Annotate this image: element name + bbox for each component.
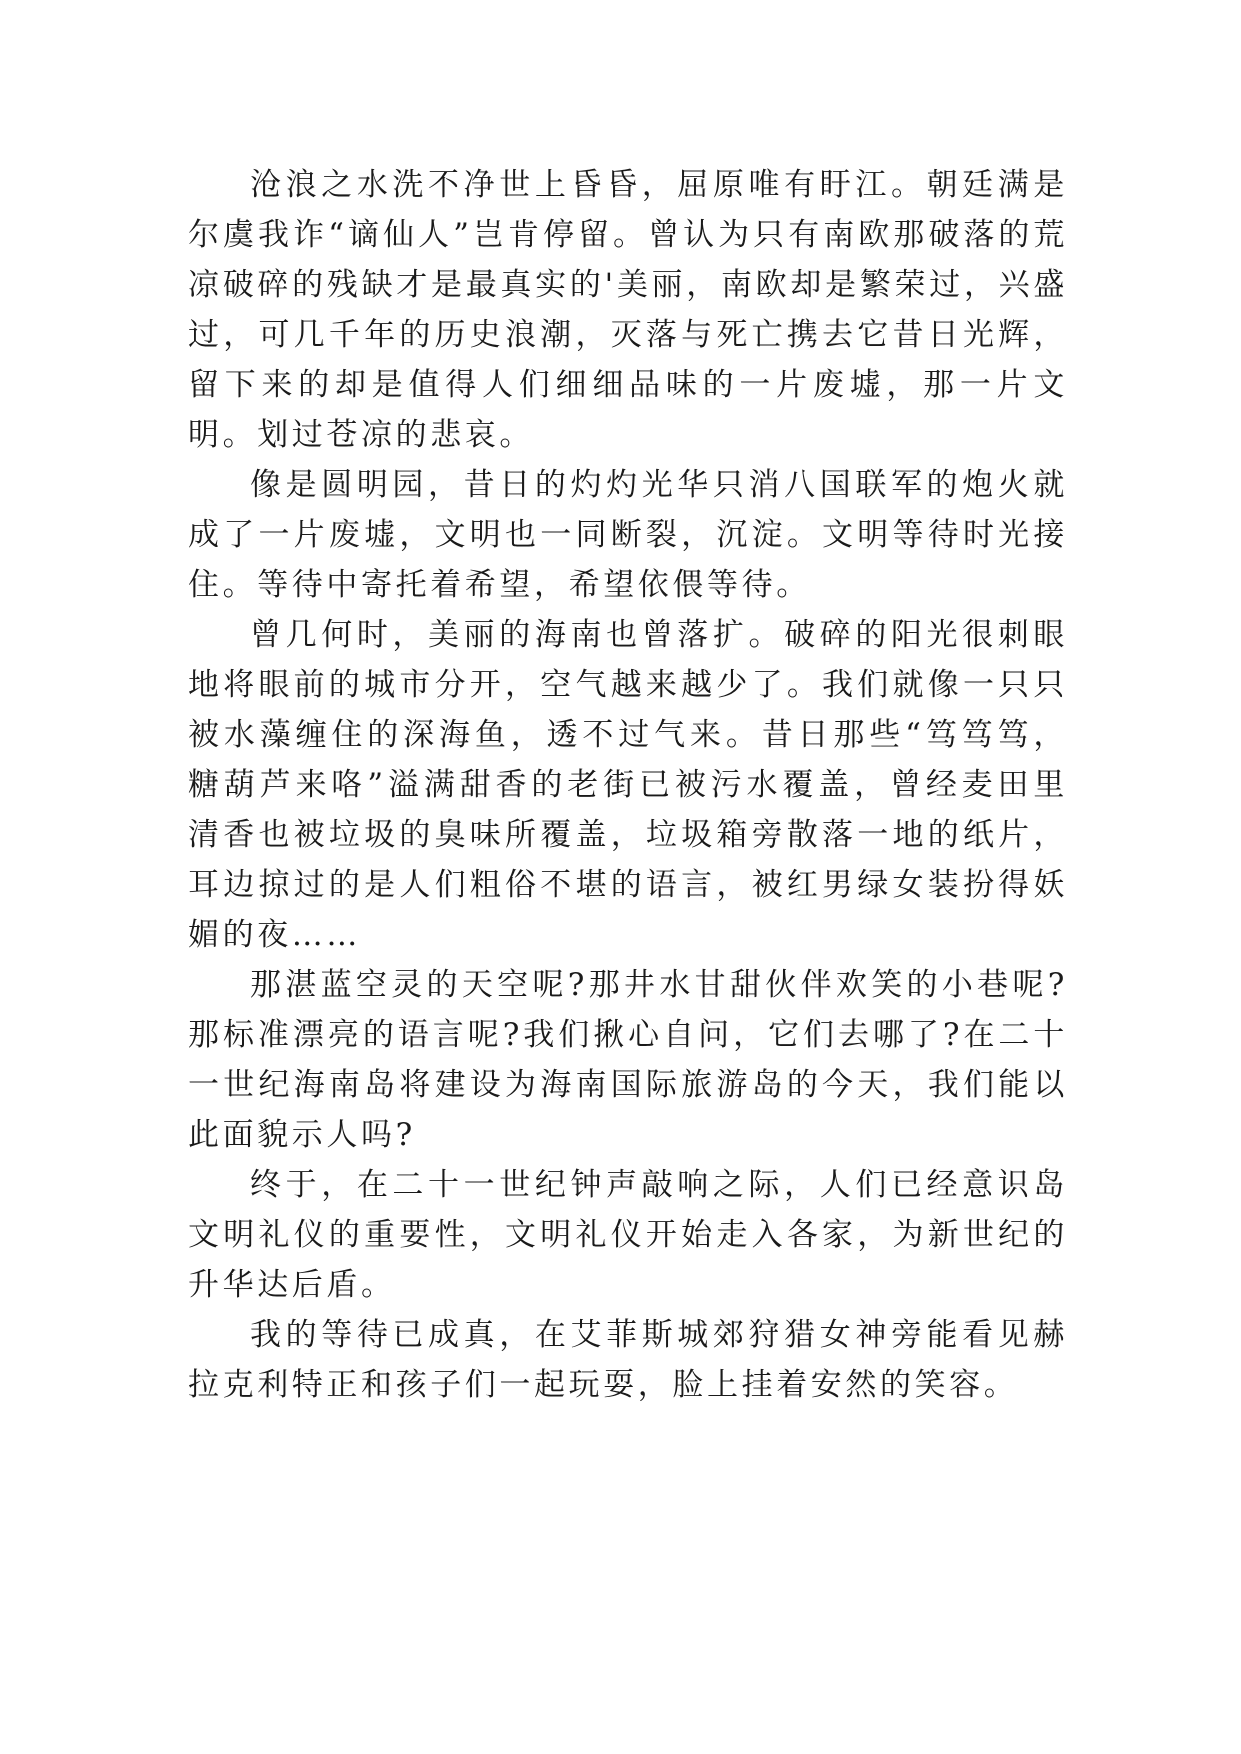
paragraph-6: 我的等待已成真，在艾菲斯城郊狩猎女神旁能看见赫拉克利特正和孩子们一起玩耍，脸上挂着安然的笑容。 (188, 1317, 1068, 1403)
paragraph-5: 终于，在二十一世纪钟声敲响之际，人们已经意识岛文明礼仪的重要性，文明礼仪开始走入各家，为新世纪的升华达后盾。 (188, 1167, 1068, 1303)
paragraph-3: 曾几何时，美丽的海南也曾落扩。破碎的阳光很刺眼地将眼前的城市分开，空气越来越少了。我们就像一只只被水藻缠住的深海鱼，透不过气来。昔日那些“笃笃笃，糖葫芦来咯”溢满甜香的老街已被污水覆盖，曾经麦田里清香也被垃圾的臭味所覆盖，垃圾箱旁散落一地的纸片，耳边掠过的是人们粗俗不堪的语言，被红男绿女装扮得妖媚的夜…… (188, 617, 1068, 953)
paragraph-1: 沧浪之水洗不净世上昏昏，屈原唯有盱江。朝廷满是尔虞我诈“谪仙人”岂肯停留。曾认为只有南欧那破落的荒凉破碎的残缺才是最真实的'美丽，南欧却是繁荣过，兴盛过，可几千年的历史浪潮，灭落与死亡携去它昔日光辉，留下来的却是值得人们细细品味的一片废墟，那一片文明。划过苍凉的悲哀。 (188, 167, 1068, 453)
paragraph-2: 像是圆明园，昔日的灼灼光华只消八国联军的炮火就成了一片废墟，文明也一同断裂，沉淀。文明等待时光接住。等待中寄托着希望，希望依偎等待。 (188, 467, 1068, 603)
paragraph-4: 那湛蓝空灵的天空呢?那井水甘甜伙伴欢笑的小巷呢?那标准漂亮的语言呢?我们揪心自问，它们去哪了?在二十一世纪海南岛将建设为海南国际旅游岛的今天，我们能以此面貌示人吗? (188, 967, 1068, 1153)
document-body (188, 160, 1068, 1410)
